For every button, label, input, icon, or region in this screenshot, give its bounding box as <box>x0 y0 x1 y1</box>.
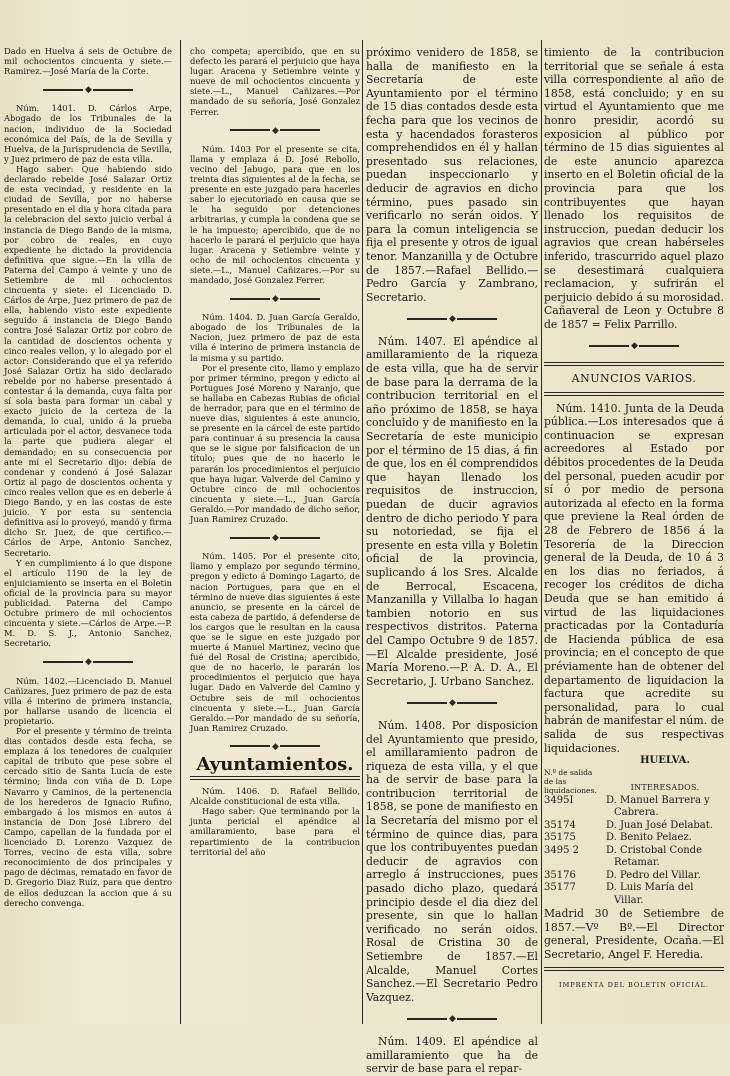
notice-paragraph: Hago saber: Que habiendo sido declarado rebelde José Salazar Ortiz de esta vecindad, y residente en la ciudad de Sevilla, por no haberse presentado en el dia y hora citada para la celebracion del sexto juicio verbal á instancia de Diego Bando de la misma, por cobro de reales, en cuyo expediente he dictado la providencia definitiva que sigue.—En la villa de Paterna del Campo á veinte y uno de Setiembre de mil ochocientos cincuenta y siete: el Licenciado D. Cárlos de Arpe, Juez primero de paz de ella, habiendo visto este expediente seguido á instancia de Diego Bando contra José Salazar Ortiz por cobro de la cantidad de doscientos ochenta y cinco reales vellon, y lo alegado por el actor: Considerando que el ya referido José Salazar Ortiz ha sido declarado rebelde por no haberse presentado á contestar á la demanda, cuya falta por sí sola basta para formar un cabal y exacto juicio de la certeza de la demanda, lo cual, unido á la prueba articulada por el actor, desvanece toda la parte que pudiera alegar el demandado; en su consecuencia por ante mí el Secretario dijo: debía de condenar y condenó á José Salazar Ortiz al pago de doscientos ochenta y cinco reales vellon que es en deberle á Diego Bando, y en las costas de este juicio. Y por esta su sentencia definitiva así lo proveyó, mandó y firma dicho Sr. Juez, de que certifico.—Cárlos de Arpe, Antonio Sanchez, Secretario. <box>4 163 172 558</box>
section-heading: Ayuntamientos. <box>196 754 354 775</box>
notice-paragraph: Madrid 30 de Setiembre de 1857.—Vº Bº.—El Director general, Presidente, Ocaña.—El Secretario, Angel F. Heredia. <box>544 907 724 961</box>
ornament-divider: ◆ <box>190 126 360 136</box>
ornament-divider: ◆ <box>4 657 172 667</box>
double-rule <box>190 776 360 780</box>
notice-paragraph: Núm. 1409. El apéndice al amillaramiento que ha de servir de base para el repar- <box>366 1034 538 1076</box>
ornament-divider: ◆ <box>544 340 724 354</box>
double-rule <box>544 392 724 396</box>
column-divider <box>362 40 363 1024</box>
double-rule <box>544 362 724 366</box>
payee-name: D. Cristobal Conde Retamar. <box>606 844 702 869</box>
column-divider <box>180 40 181 1024</box>
column-4 <box>544 0 724 1024</box>
payee-number: 35176 <box>544 869 576 881</box>
notice-paragraph: Núm. 1410. Junta de la Deuda pública.—Los interesados que á continuacion se expresan acreedores al Estado por débitos procedentes de la Deuda del personal, pueden acudir por sí ó por medio de persona autorizada al efecto en la forma que previene la Real órden de 28 de Febrero de 1856 á la Tesorería de la Direccion general de la Deuda, de 10 á 3 en los dias no feriados, á recoger los créditos de dicha Deuda que se han emitido á virtud de las liquidaciones practicadas por la Contaduría de Hacienda pública de esa provincia; en el concepto de que préviamente han de obtener del departamento de liquidacion la factura que acredite su personalidad, para lo cual habrán de manifestar el núm. de salida de sus respectivas liquidaciones. <box>544 401 724 755</box>
payee-name-header: INTERESADOS. <box>630 783 700 793</box>
notice-paragraph: Núm. 1404. D. Juan García Geraldo, abogado de los Tribunales de la Nacion, juez primero de paz de esta villa é interino de primera instancia de la misma y su partido. <box>190 312 360 363</box>
notice-paragraph: Núm. 1406. D. Rafael Bellido, Alcalde constitucional de esta villa. <box>190 786 360 807</box>
payee-number: 3495I <box>544 794 574 806</box>
notice-paragraph: Por el presente cito, llamo y emplazo por primer término, pregon y edicto al Portugues José Moreno y Naranjo, que se hallaba en Cabezas Rubias de oficial de herrador, para que en el término de nueve dias, siguientes á este anuncio, se presente en la cárcel de este partido para continuar á su presencia la causa que se le sigue por falsificacion de un título; pues que de no hacerlo le pararán los procedimientos el perjuicio que haya lugar. Valverde del Camino y Octubre cinco de mil ochocientos cincuenta y siete.—L., Juan García Geraldo.—Por mandado de dicho señor, Juan Ramirez Cruzado. <box>190 362 360 525</box>
notice-paragraph: próximo venidero de 1858, se halla de manifiesto en la Secretaría de este Ayuntamiento por el término de 15 dias contados desde esta fecha para que los vecinos de esta y hacendados forasteros comprehendidos en él y hallan presentado sus relaciones, puedan inspeccionarlo y deducir de agravios en dicho término, pues pasado sin verificarlo no serán oidos. Y para la comun inteligencia se fija el presente y otros de igual tenor. Manzanilla y de Octubre de 1857.—Rafael Bellido.—Pedro García y Zambrano, Secretario. <box>366 46 538 304</box>
ornament-divider: ◆ <box>190 533 360 543</box>
payee-number: 35177 <box>544 882 576 894</box>
notice-paragraph: Hago saber: Que terminando por la junta pericial el apéndice al amillaramiento, base para el repartimiento de la contribucion territorial del año <box>190 806 360 857</box>
ornament-divider: ◆ <box>4 85 172 95</box>
payee-list <box>544 755 724 907</box>
notice-paragraph: Núm. 1402.—Licenciado D. Manuel Cañizares, Juez primero de paz de esta villa é interino de primera instancia, por hallarse usando de licencia el propietario. <box>4 675 172 726</box>
notice-paragraph: Núm. 1408. Por disposicion del Ayuntamiento que presido, el amillaramiento padron de riqueza de esta villa, y el que ha de servir de base para la contribucion territorial de 1858, se pone de manifiesto en la Secretaría del mismo por el término de quince dias, para que los contribuyentes puedan deducir de agravios con arreglo á instrucciones, pues pasado dicho plazo, quedará principio desde el dia diez del presente, sin que lo hallan verificado no serán oidos. Rosal de Cristina 30 de Setiembre de 1857.—El Alcalde, Manuel Cortes Sanchez.—El Secretario Pedro Vazquez. <box>366 718 538 1004</box>
notice-paragraph: cho competa; apercibido, que en su defecto les parará el perjuicio que haya lugar. Aracena y Setiembre veinte y nueve de mil ochocientos cincuenta y siete.—L., Manuel Cañizares.—Por mandado de su señoría, José Gonzalez Ferrer. <box>190 46 360 117</box>
payee-number: 3495 2 <box>544 844 579 856</box>
notice-paragraph: timiento de la contribucion territorial que se señale á esta villa correspondiente al año de 1858, está concluido; y en su virtud el Ayuntamiento que me honro presidir, acordó su exposicion al público por término de 15 dias siguientes al de este anuncio aparezca inserto en el Boletin oficial de la provincia para que los contribuyentes que hayan llenado los requisitos de instruccion, puedan deducir los agravios que crean habérseles inferido, trascurrido aquel plazo se desestimará cualquiera reclamacion, y sufrirán el perjuicio debido á su morosidad. Cañaveral de Leon y Octubre 8 de 1857 = Felix Parrillo. <box>544 46 724 331</box>
notice-paragraph: Núm. 1407. El apéndice al amillaramiento de la riqueza de esta villa, que ha de servir de base para la derrama de la contribucion territorial en el año próximo de 1858, se haya concluido y de manifiesto en la Secretaría de este municipio por el término de 15 dias, á fin de que, los en él comprendidos que hayan llenado los requisitos de instruccion, puedan de ducir agravios dentro de dicho periodo Y para su notoriedad, se fija el presente en esta villa y Boletin oficial de la provincia, suplicando á los Sres. Alcalde de Berrocal, Escacena, Manzanilla y Villalba lo hagan tambien notorio en sus respectivos distritos. Paterna del Campo Octubre 9 de 1857.—El Alcalde presidente, José María Moreno.—P. A. D. A., El Secretario, J. Urbano Sanchez. <box>366 334 538 688</box>
notice-paragraph: Y en cumplimiento á lo que dispone el artículo 1190 de la ley de enjuiciamiento se inserta en el Boletin oficial de la provincia para su mayor publicidad. Paterna del Campo Octubre primero de mil ochocientos cincuenta y siete.—Cárlos de Arpe.—P. M. D. S. J., Antonio Sanchez, Secretario. <box>4 557 172 649</box>
payee-place: HUELVA. <box>640 755 690 767</box>
column-3 <box>366 0 538 1076</box>
ornament-divider: ◆ <box>366 313 538 327</box>
payee-name: D. Juan José Delabat. <box>606 819 713 831</box>
section-heading: ANUNCIOS VARIOS. <box>571 372 697 386</box>
ornament-divider: ◆ <box>190 294 360 304</box>
double-rule <box>544 967 724 971</box>
payee-name: D. Luis María del Villar. <box>606 882 694 906</box>
ornament-divider: ◆ <box>366 1013 538 1027</box>
payee-name: D. Manuel Barrera y Cabrera. <box>606 794 710 819</box>
notice-paragraph: Núm. 1401. D. Cárlos Arpe, Abogado de los Tribunales de la nacion, individuo de la Sociedad económica del País, de la de Sevilla y Huelva, de la Jurisprudencia de Sevilla, y Juez primero de paz de esta villa. <box>4 103 173 164</box>
notice-paragraph: Núm. 1405. Por el presente cito, llamo y emplazo por segundo término, pregon y edicto á Domingo Lagarto, de nacion Portugues, para que en el término de nueve dias siguientes á este anuncio, se presente en la cárcel de esta cabeza de partido, á defenderse de los cargos que le resultan en la causa que se le sigue en este juzgado por muerte á Manuel Martinez, vecino que fué del Rosal de Cristina; apercibido, que de no hacerlo, le pararán los procedimientos el perjuicio que haya lugar. Dado en Valverde del Camino y Octubre seis de mil ochocientos cincuenta y siete.—L., Juan García Geraldo.—Por mandado de su señoría, Juan Ramirez Cruzado. <box>190 551 360 733</box>
payee-name: D. Pedro del Villar. <box>606 869 701 881</box>
payee-number: 35174 <box>544 819 576 831</box>
payee-number-header: N.º de salida de las liquidaciones. <box>544 767 597 795</box>
notice-paragraph: Núm. 1403 Por el presente se cita, llama y emplaza á D. José Rebollo, vecino del Jabugo, para que en los treinta dias siguientes al de la fecha, se presente en este juzgado para hacerles saber lo ejecutoriado en causa que se le ha seguido por detenciones arbitrarias, y cumpla la condena que se le ha impuesto; apercibido, que de no hacerlo le parará el perjuicio que haya lugar. Aracena y Setiembre veinte y ocho de mil ochocientos cincuenta y siete.—L., Manuel Cañizares.—Por su mandado, José Gonzalez Ferrer. <box>190 143 360 285</box>
payee-number: 35175 <box>544 832 576 844</box>
notice-paragraph: Dado en Huelva á seis de Octubre de mil ochocientos cincuenta y siete.—Ramirez.—José María de la Corte. <box>4 46 172 77</box>
ornament-divider: ◆ <box>366 697 538 711</box>
column-divider <box>541 40 542 1024</box>
ornament-divider: ◆ <box>190 742 360 752</box>
column-1 <box>4 0 172 1024</box>
column-2 <box>190 0 360 1024</box>
notice-paragraph: Por el presente y término de treinta dias contados desde esta fecha, se emplaza á los tenedores de cualquier capital de tributo que pese sobre el cercado sitio de Santa Lucía de este término; linda con viña de D. Lope Navarro y Caminos, de la pertenencia de los herederos de Ignacio Rufino, embargado á los mismos en autos á instancia de Don José Librero del Campo, capellan de la fundada por el licenciado D. Lorenzo Vazquez de Torres, vecino de esta villa, sobre reconocimiento de dos principales y pago de décimas, rematado en favor de D. Gregorio Diaz Ruiz, para que dentro de ellos deduzcan la accion que á su derecho convenga. <box>4 726 172 908</box>
payee-name: D. Benito Pelaez. <box>606 832 692 844</box>
printer-imprint: IMPRENTA DEL BOLETIN OFICIAL. <box>559 981 709 990</box>
